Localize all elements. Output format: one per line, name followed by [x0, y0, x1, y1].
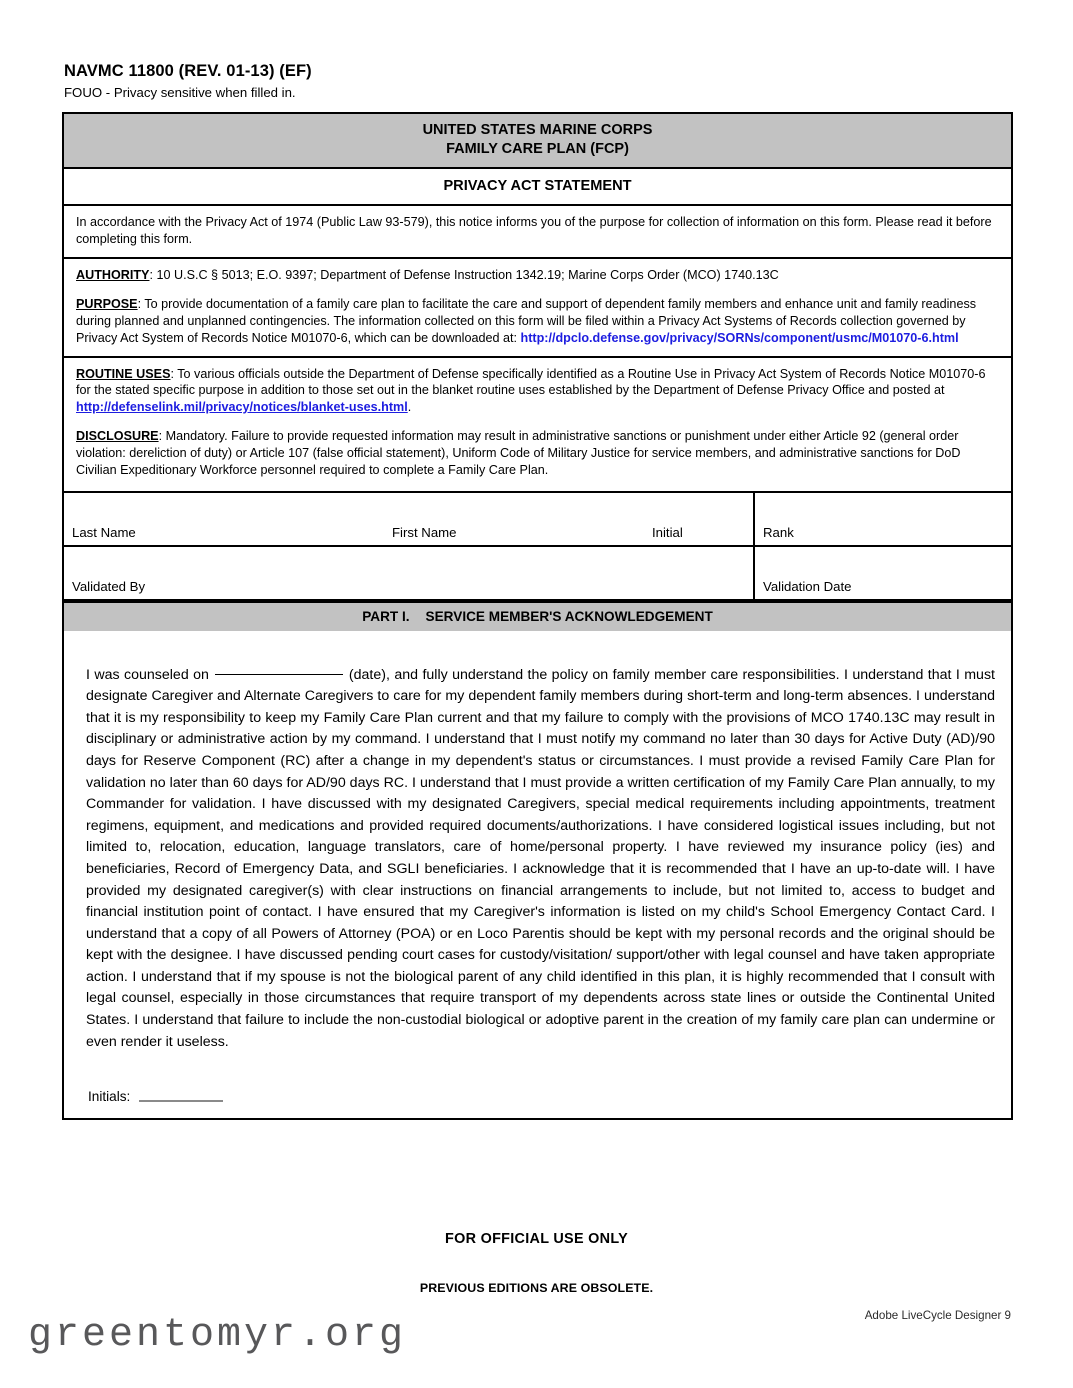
privacy-intro-block [64, 206, 1011, 257]
part-one-number: PART I. [362, 608, 410, 624]
authority-paragraph [76, 267, 999, 284]
authority-purpose-section [64, 259, 1011, 358]
privacy-intro-text: In accordance with the Privacy Act of 1974 (Public Law 93-579), this notice informs you of the purpose for collection of information on this form. Please read it before completing this form. [76, 215, 992, 247]
validation-date-label: Validation Date [763, 578, 852, 594]
purpose-label: PURPOSE [76, 296, 138, 311]
routine-uses-tail: . [407, 400, 412, 415]
routine-disclosure-section [64, 358, 1011, 493]
part-one-title: SERVICE MEMBER'S ACKNOWLEDGEMENT [425, 608, 713, 624]
form-title-band [64, 114, 1011, 169]
acknowledgement-open: I was counseled on [86, 666, 209, 683]
validation-date-field[interactable] [755, 547, 1011, 599]
routine-uses-label: ROUTINE USES [76, 366, 171, 381]
initials-input[interactable] [139, 1099, 223, 1102]
site-watermark: greentomyr.org [28, 1313, 407, 1358]
routine-uses-link[interactable]: http://defenselink.mil/privacy/notices/blanket-uses.html [76, 400, 408, 415]
form-container [62, 112, 1013, 1120]
disclosure-text: : Mandatory. Failure to provide requested information may result in administrative sanctions or punishment under either Article 92 (general order violation: dereliction of duty) or Article 107 (false official statement), Uniform Code of Military Justice for service members, and administrative sanctions for DoD Civilian Expeditionary Workforce personnel required to complete a Family Care Plan. [76, 429, 961, 477]
initial-field[interactable] [644, 493, 755, 545]
purpose-paragraph [76, 296, 999, 347]
initial-label: Initial [652, 524, 683, 540]
part-one-band [64, 601, 1011, 631]
initials-row [78, 1089, 997, 1104]
form-title-line2: FAMILY CARE PLAN (FCP) [446, 141, 629, 158]
rank-field[interactable] [755, 493, 1011, 545]
rank-label: Rank [763, 524, 794, 540]
validation-fields-row [64, 547, 1011, 601]
purpose-text: : To provide documentation of a family care plan to facilitate the care and support of dependent family members and enhance unit and family readiness during planned and unplanned contingencies. The information collected on this form will be filed within a Privacy Act Systems of Records collection governed by Privacy Act System of Records Notice M01070-6, which can be downloaded at: [76, 296, 977, 345]
form-title-line1: UNITED STATES MARINE CORPS [422, 122, 653, 138]
initials-label: Initials: [88, 1089, 131, 1105]
counseled-date-input[interactable] [215, 674, 343, 675]
document-heading [64, 62, 764, 101]
last-name-label: Last Name [72, 524, 136, 540]
form-number: NAVMC 11800 (REV. 01-13) (EF) [64, 62, 312, 80]
first-name-field[interactable] [384, 493, 644, 545]
validated-by-field[interactable] [64, 547, 755, 599]
disclosure-label: DISCLOSURE [76, 429, 159, 444]
acknowledgement-paragraph [78, 665, 997, 1053]
footer-previous-editions: PREVIOUS EDITIONS ARE OBSOLETE. [419, 1281, 654, 1295]
routine-uses-paragraph [76, 366, 999, 417]
routine-uses-text: : To various officials outside the Department of Defense specifically identified as a Routine Use in Privacy Act System of Records Notice M01070-6 for the stated specific purpose in addition to those set out in the blanket routine uses established by the Department of Defense Privacy Office and posted at [76, 366, 986, 398]
acknowledgement-body: (date), and fully understand the policy on family member care responsibilities. I understand that I must designate Caregiver and Alternate Caregivers to care for my dependent family members during short-term and long-term absences. I understand that it is my responsibility to keep my Family Care Plan current and that my failure to comply with the provisions of MCO 1740.13C may result in disciplinary or administrative action by my command. I understand that I must notify my command no later than 30 days for Active Duty (AD)/90 days for Reserve Component (RC) after a change in my dependent's status or circumstances. I must provide a revised Family Care Plan for validation no later than 60 days for AD/90 days RC. I understand that I must provide a written certification of my Family Care Plan annually, to my Commander for validation. I have discussed with my designated Caregivers, special medical requirements including appointments, treatment regimens, equipment, and medications and provided required documents/authorizations. I have considered logistical issues including, but not limited to, relocation, education, language translators, care of home/personal property. I have reviewed my insurance policy (ies) and beneficiaries, Record of Emergency Data, and SGLI beneficiaries. I acknowledge that it is recommended that I have an up-to-date will. I have provided my designated caregiver(s) with clear instructions on financial arrangements to include, but not limited to, access to budget and financial institution point of contact. I have ensured that my Caregiver's information is listed on my child's School Emergency Contact Card. I understand that a copy of all Powers of Attorney (POA) or en Loco Parentis should be kept with my personal records and the original should be kept with the designee. I have discussed pending court cases for custody/visitation/ support/other with legal counsel and have taken appropriate action. I understand that if my spouse is not the biological parent of any child identified in this plan, it is highly recommended that I consult with legal counsel, especially in those circumstances that require transport of my dependents across state lines or outside the Continental United States. I understand that failure to include the non-custodial biological or adoptive parent in the creation of my family care plan can undermine or even render it useless. [86, 666, 995, 1050]
privacy-act-title: PRIVACY ACT STATEMENT [64, 169, 1011, 206]
authority-text: : 10 U.S.C § 5013; E.O. 9397; Department of Defense Instruction 1342.19; Marine Corps Order (MCO) 1740.13C [149, 268, 779, 282]
fouo-note: FOUO - Privacy sensitive when filled in. [64, 84, 296, 100]
part-one-body [64, 631, 1011, 1118]
footer-designer-credit: Adobe LiveCycle Designer 9 [864, 1309, 1011, 1322]
validated-by-label: Validated By [72, 578, 146, 594]
routine-disclosure-block [64, 358, 1011, 491]
authority-purpose-block [64, 259, 1011, 356]
last-name-field[interactable] [64, 493, 384, 545]
identity-fields-row [64, 493, 1011, 547]
privacy-intro-section [64, 206, 1011, 259]
disclosure-paragraph [76, 428, 999, 479]
authority-label: AUTHORITY [76, 268, 150, 282]
footer-official-use: FOR OFFICIAL USE ONLY [445, 1231, 628, 1247]
first-name-label: First Name [392, 524, 457, 540]
purpose-link[interactable]: http://dpclo.defense.gov/privacy/SORNs/component/usmc/M01070-6.html [520, 330, 959, 345]
